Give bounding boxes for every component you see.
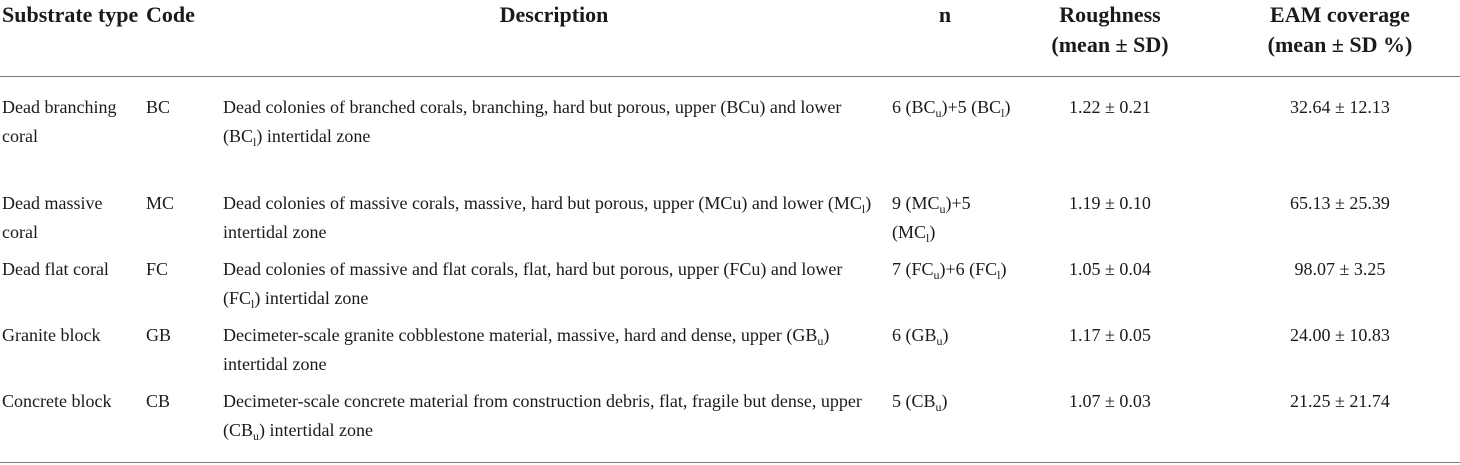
cell-code: FC	[146, 259, 169, 279]
cell-description: Decimeter-scale granite cobblestone material, massive, hard and dense, upper $(GB_u)$ intertidal zone	[223, 325, 830, 374]
cell-description: Dead colonies of massive corals, massive, hard but porous, upper (MCu) and lower $(MC_l)$ intertidal zone	[223, 193, 872, 242]
cell-description: Dead colonies of branched corals, branching, hard but porous, upper (BCu) and lower $(BC_l)$ intertidal zone	[223, 97, 842, 149]
cell-substrate: Dead massive coral	[2, 193, 103, 242]
cell-eam-coverage: 32.64 ± 12.13	[1290, 97, 1390, 117]
cell-description: Dead colonies of massive and flat corals, flat, hard but porous, upper (FCu) and lower $(FC_l)$ intertidal zone	[223, 259, 843, 311]
header-description: Description	[499, 2, 609, 27]
cell-code: MC	[146, 193, 175, 213]
header-substrate-type: Substrate type	[2, 2, 139, 27]
cell-code: GB	[146, 325, 172, 345]
cell-roughness: 1.07 ± 0.03	[1069, 391, 1151, 411]
cell-eam-coverage: 98.07 ± 3.25	[1294, 259, 1386, 279]
header-eam-coverage: EAM coverage (mean ± SD %)	[1267, 2, 1413, 57]
header-code: Code	[146, 2, 195, 27]
cell-eam-coverage: 24.00 ± 10.83	[1290, 325, 1390, 345]
cell-roughness: 1.19 ± 0.10	[1069, 193, 1151, 213]
cell-eam-coverage: 21.25 ± 21.74	[1290, 391, 1390, 411]
header-roughness: Roughness (mean ± SD)	[1051, 2, 1169, 57]
cell-substrate: Dead flat coral	[2, 259, 109, 279]
cell-code: CB	[146, 391, 171, 411]
cell-n: 6 $(GB_u)$	[892, 325, 949, 348]
cell-roughness: 1.05 ± 0.04	[1069, 259, 1151, 279]
cell-n: 7 $(FC_u)+6$ $(FC_l)$	[892, 259, 1007, 282]
cell-roughness: 1.17 ± 0.05	[1069, 325, 1151, 345]
cell-n: 9 $(MC_u)+5$ $(MC_l)$	[892, 193, 971, 245]
cell-substrate: Granite block	[2, 325, 101, 345]
cell-eam-coverage: 65.13 ± 25.39	[1290, 193, 1390, 213]
cell-n: 6 $(BC_u)+5$ $(BC_l)$	[892, 97, 1011, 120]
header-n: n	[938, 2, 952, 27]
cell-substrate: Concrete block	[2, 391, 112, 411]
cell-roughness: 1.22 ± 0.21	[1069, 97, 1151, 117]
cell-n: 5 $(CB_u)$	[892, 391, 948, 414]
bottom-rule	[0, 462, 1460, 463]
cell-description: Decimeter-scale concrete material from construction debris, flat, fragile but dense, upper $(CB_u)$ intertidal zone	[223, 391, 862, 443]
header-rule	[0, 76, 1460, 77]
cell-code: BC	[146, 97, 171, 117]
cell-substrate: Dead branching coral	[2, 97, 117, 146]
